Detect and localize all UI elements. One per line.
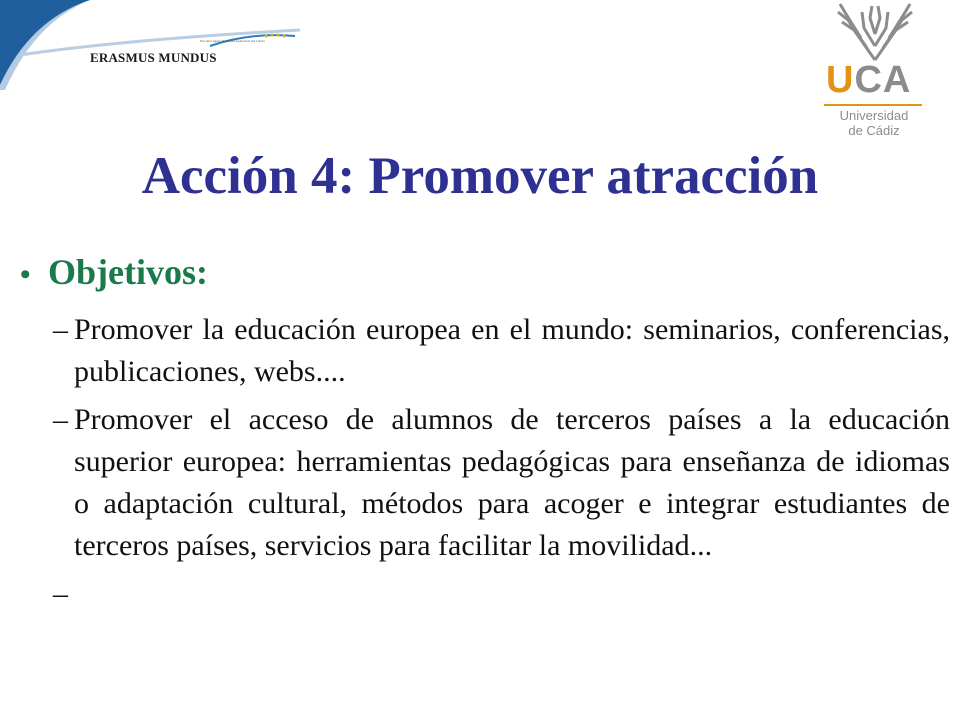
bullet-objetivos [20, 250, 950, 297]
dash-marker: – [53, 403, 68, 436]
uca-letters-ca: CA [854, 59, 912, 101]
uca-letter-u: U [826, 59, 855, 101]
slide-content [20, 250, 950, 615]
uca-emblem-icon [834, 2, 916, 62]
sub-item-text: Promover el acceso de alumnos de terceros países a la educación superior europea: herramientas pedagógicas para enseñanza de idiomas o adaptación cultural, métodos para acoger e integrar estudiantes de terceros países, servicios para facilitar la movilidad... [74, 403, 950, 562]
uca-university-name [824, 108, 924, 138]
uca-divider [824, 104, 922, 106]
dash-marker: – [53, 577, 68, 610]
uca-logo [818, 2, 928, 140]
uca-name-line1: Universidad [839, 108, 909, 123]
uca-acronym [826, 60, 911, 100]
bullet-dot-icon: • [20, 258, 31, 291]
dash-marker: – [53, 313, 68, 346]
sub-item-text: Promover la educación europea en el mundo: seminarios, conferencias, publicaciones, webs.... [74, 313, 950, 388]
slide-title: Acción 4: Promover atracción [141, 147, 819, 205]
erasmus-tagline: Executive Agency Education Audiovisual and Culture [200, 39, 265, 43]
bullet-label: Objetivos: [48, 252, 208, 292]
uca-name-line2: de Cádiz [848, 123, 900, 138]
sub-item [20, 399, 950, 567]
sub-item [20, 309, 950, 393]
erasmus-mundus-text: ERASMUS MUNDUS [90, 50, 217, 65]
sub-item [20, 573, 950, 615]
